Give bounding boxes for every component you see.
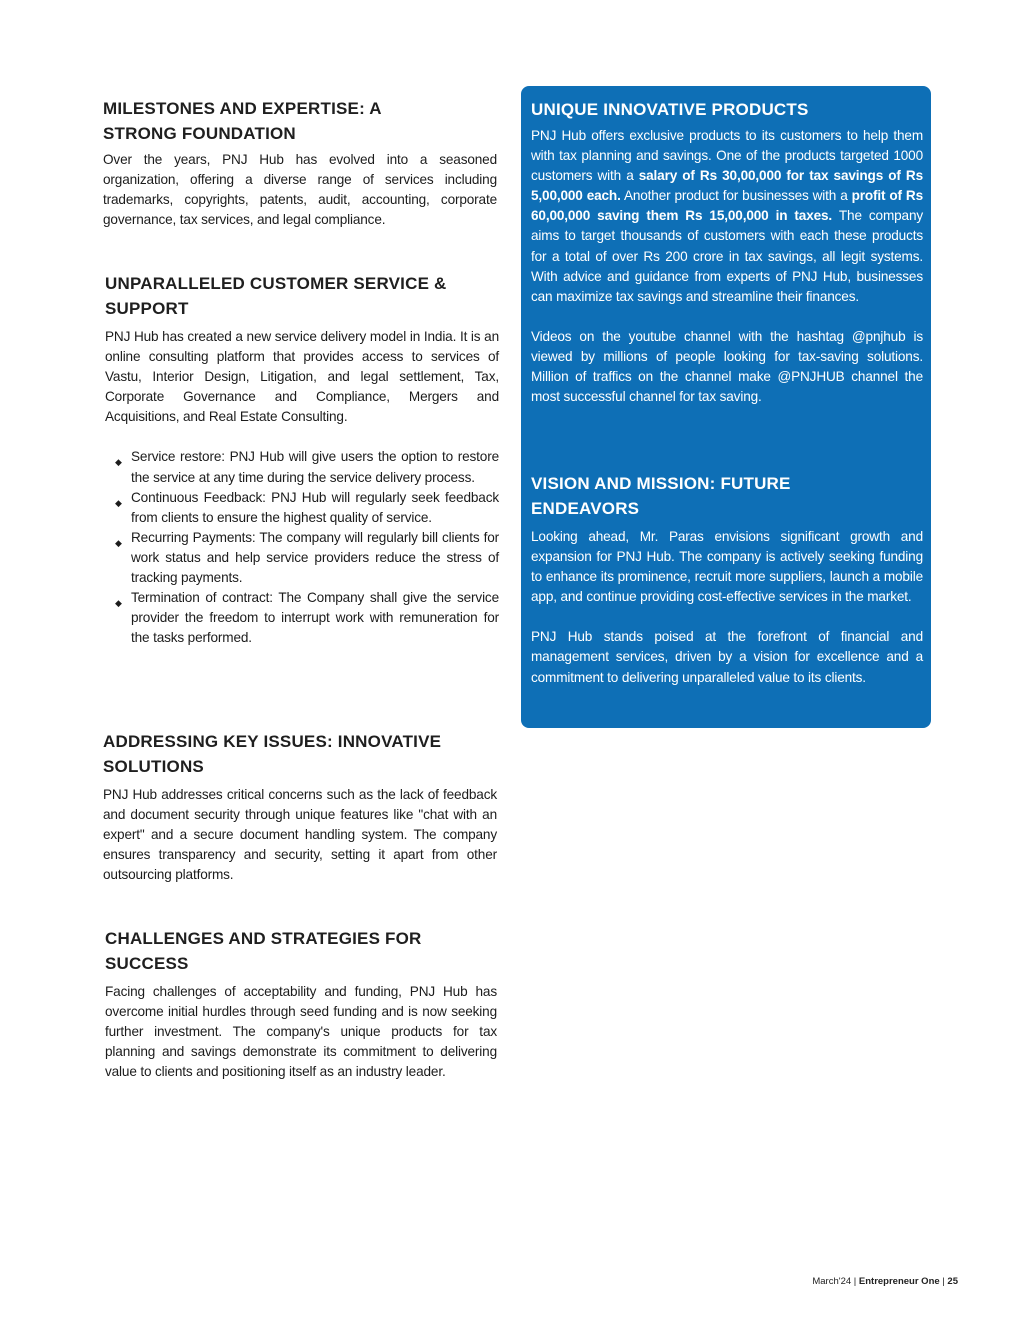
milestones-body: Over the years, PNJ Hub has evolved into a seasoned organization, offering a diverse range of services including trademarks, copyrights, patents, audit, accounting, corporate governance, tax services, and legal compliance. <box>103 152 497 228</box>
products-heading: UNIQUE INNOVATIVE PRODUCTS <box>531 100 809 119</box>
footer-page-number: 25 <box>947 1276 958 1287</box>
vision-heading-line1: VISION AND MISSION: FUTURE <box>531 474 791 493</box>
vision-paragraph-2: PNJ Hub stands poised at the forefront of financial and management services, driven by a vision for excellence and a commitment to delivering unparalleled value to its clients. <box>531 629 923 685</box>
customer-service-heading-line2: SUPPORT <box>105 299 189 318</box>
key-issues-heading <box>103 729 497 779</box>
products-section <box>531 97 923 407</box>
footer-separator: | <box>853 1276 857 1287</box>
profit-highlight: profit of Rs 60,00,000 saving them Rs 15,00,000 in taxes. <box>531 188 923 224</box>
challenges-heading-line1: CHALLENGES AND STRATEGIES FOR <box>105 929 422 948</box>
milestones-heading-line1: MILESTONES AND EXPERTISE: A <box>103 99 382 118</box>
key-issues-section <box>103 729 497 885</box>
bullet-diamond-icon: ◆ <box>115 497 122 508</box>
milestones-section <box>103 96 497 230</box>
challenges-heading-line2: SUCCESS <box>105 954 189 973</box>
bullet-diamond-icon: ◆ <box>115 457 122 468</box>
salary-highlight: salary of Rs 30,00,000 for tax savings of Rs 5,00,000 each. <box>531 168 923 204</box>
bullet-diamond-icon: ◆ <box>115 598 122 609</box>
bullet-diamond-icon: ◆ <box>115 537 122 548</box>
milestones-heading <box>103 96 497 146</box>
vision-heading <box>531 471 923 521</box>
footer-separator: | <box>942 1276 945 1287</box>
customer-service-heading <box>105 271 499 321</box>
customer-service-section <box>105 271 499 648</box>
vision-heading-line2: ENDEAVORS <box>531 499 640 518</box>
key-issues-heading-line2: SOLUTIONS <box>103 757 204 776</box>
footer-date: March'24 <box>812 1276 852 1287</box>
customer-service-body: PNJ Hub has created a new service delivery model in India. It is an online consulting platform that provides access to services of Vastu, Interior Design, Litigation, and legal settlement, Tax, Corporate Governance and Compliance, Mergers and Acquisitions, and Real Estate Consulting. <box>105 329 499 425</box>
service-bullet-list <box>105 447 499 648</box>
customer-service-heading-line1: UNPARALLELED CUSTOMER SERVICE & <box>105 274 447 293</box>
vision-paragraph-1: Looking ahead, Mr. Paras envisions significant growth and expansion for PNJ Hub. The company is actively seeking funding to enhance its prominence, recruit more suppliers, launch a mobile app, and continue providing cost-effective services in the market. <box>531 529 923 605</box>
challenges-body: Facing challenges of acceptability and funding, PNJ Hub has overcome initial hurdles through seed funding and is now seeking further investment. The company's unique products for tax planning and savings demonstrate its commitment to delivering value to clients and positioning itself as an industry leader. <box>105 984 497 1080</box>
footer-magazine-name: Entrepreneur One <box>858 1276 940 1287</box>
vision-section <box>531 471 923 688</box>
challenges-section <box>105 926 497 1082</box>
challenges-heading <box>105 926 497 976</box>
key-issues-heading-line1: ADDRESSING KEY ISSUES: INNOVATIVE <box>103 732 442 751</box>
milestones-heading-line2: STRONG FOUNDATION <box>103 124 296 143</box>
key-issues-body: PNJ Hub addresses critical concerns such as the lack of feedback and document security through unique features like "chat with an expert" and a secure document handling system. The company ensures transparency and security, setting it apart from other outsourcing platforms. <box>103 787 497 883</box>
products-paragraph-1: PNJ Hub offers exclusive products to its customers to help them with tax planning and savings. One of the products targeted 1000 customers with a salary of Rs 30,00,000 for tax savings of Rs 5,00,000 each. Another product for businesses with a profit of Rs 60,00,000 saving them Rs 15,00,000 in taxes. The company aims to target thousands of customers with each these products for a total of over Rs 200 crore in tax savings, all legit systems. With advice and guidance from experts of PNJ Hub, businesses can maximize tax savings and streamline their finances. <box>531 128 924 304</box>
highlight-box <box>521 86 931 728</box>
bullet-item-termination: ◆ Termination of contract: The Company shall give the service provider the freedom to interrupt work with remuneration for the tasks performed. <box>115 590 499 646</box>
page-footer <box>812 1276 958 1287</box>
bullet-item-service-restore: ◆ Service restore: PNJ Hub will give users the option to restore the service at any time during the service delivery process. <box>115 449 499 485</box>
bullet-item-recurring-payments: ◆ Recurring Payments: The company will regularly bill clients for work status and help service providers reduce the stress of tracking payments. <box>115 529 499 586</box>
products-paragraph-2: Videos on the youtube channel with the hashtag @pnjhub is viewed by millions of people looking for tax-saving solutions. Million of traffics on the channel make @PNJHUB channel the most successful channel for tax saving. <box>531 328 923 405</box>
bullet-item-continuous-feedback: ◆ Continuous Feedback: PNJ Hub will regularly seek feedback from clients to ensure the highest quality of service. <box>115 489 499 525</box>
